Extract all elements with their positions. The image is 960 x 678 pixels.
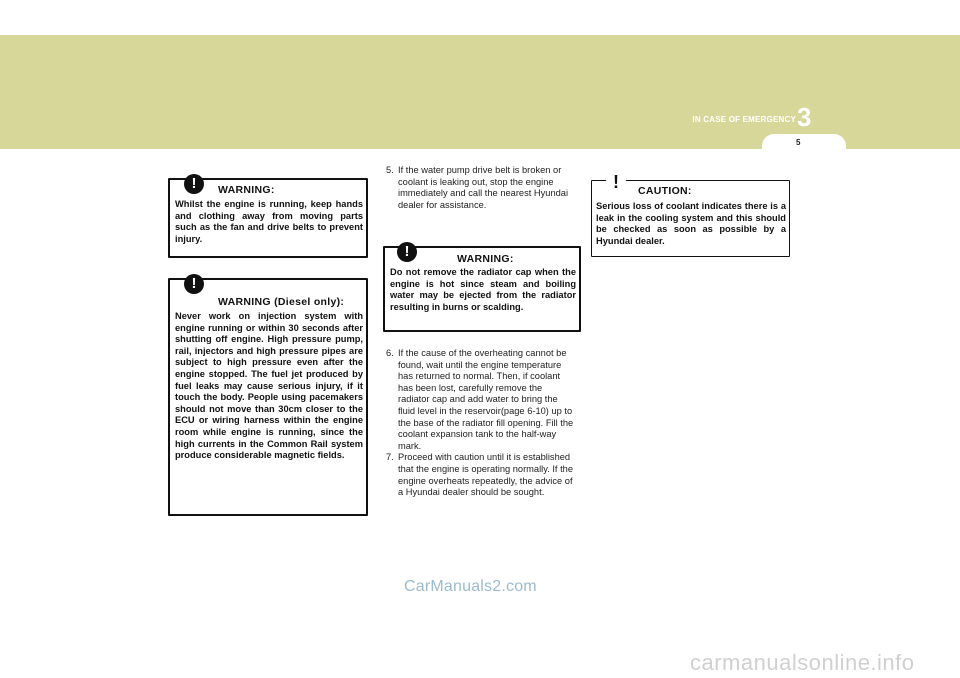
step-text: If the water pump drive belt is broken or coolant is leaking out, stop the engine immediately and call the nearest Hyundai dealer for assistance. — [398, 165, 569, 210]
list-item — [386, 348, 574, 452]
list-item — [386, 452, 574, 498]
warning-diesel-box — [168, 275, 368, 516]
warning-title: WARNING: — [457, 253, 514, 265]
page-number: 5 — [796, 138, 801, 147]
exclamation-icon: ! — [184, 274, 204, 294]
svg-text:!: ! — [613, 172, 619, 192]
warning-body: Never work on injection system with engine running or within 30 seconds after shutting off engine. High pressure pump, rail, injectors and high pressure pipes are subject to high pressure even after the engine stopped. The fuel jet produced by fuel leaks may cause serious injury, if it touch the body. People using pacemakers should not move than 30cm closer to the ECU or wiring harness within the engine room while engine is running, since the high currents in the Common Rail system produce considerable magnetic fields. — [175, 311, 363, 461]
caution-body: Serious loss of coolant indicates there is a leak in the cooling system and this should be checked as soon as possible by a Hyundai dealer. — [596, 201, 786, 246]
step-number: 7. — [386, 452, 394, 463]
exclamation-icon: ! — [184, 174, 204, 194]
warning-body: Whilst the engine is running, keep hands and clothing away from moving parts such as the fan and drive belts to prevent injury. — [175, 199, 363, 244]
list-item — [386, 165, 574, 211]
section-title: IN CASE OF EMERGENCY — [692, 115, 796, 124]
step-number: 5. — [386, 165, 394, 175]
steps-top — [386, 165, 574, 211]
steps-bottom — [386, 348, 574, 499]
chapter-number: 3 — [797, 102, 812, 132]
caution-title: CAUTION: — [638, 185, 692, 197]
carmanualsonline-watermark: carmanualsonline.info — [690, 650, 915, 675]
step-number: 6. — [386, 348, 394, 358]
header-band — [0, 35, 960, 149]
exclamation-outline-icon — [604, 171, 628, 193]
warning-engine-running-box — [168, 175, 368, 258]
warning-body: Do not remove the radiator cap when the engine is hot since steam and boiling water may be ejected from the radiator resulting in burns or scalding. — [390, 267, 576, 312]
step-text: Proceed with caution until it is established that the engine is operating normally. If the engine overheats repeatedly, the advice of a Hyundai dealer should be sought. — [398, 452, 574, 498]
warning-title: WARNING (Diesel only): — [218, 296, 345, 308]
carmanuals-watermark: CarManuals2.com — [404, 578, 537, 595]
exclamation-icon: ! — [397, 242, 417, 262]
page-tab — [762, 134, 846, 158]
warning-radiator-box — [383, 243, 581, 332]
caution-coolant-box — [591, 172, 790, 257]
warning-title: WARNING: — [218, 184, 275, 196]
step-text: If the cause of the overheating cannot be found, wait until the engine temperature has returned to normal. Then, if coolant has been lost, carefully remove the radiator cap and add water to bring the fluid level in the reservoir(page 6-10) up to the base of the radiator fill opening. Fill the coolant expansion tank to the half-way mark. — [398, 348, 574, 451]
